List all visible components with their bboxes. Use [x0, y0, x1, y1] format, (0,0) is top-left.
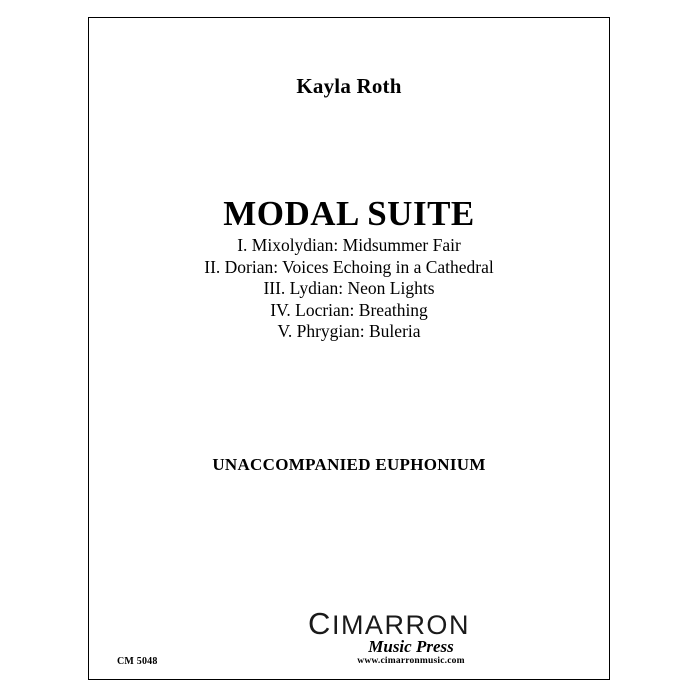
publisher-url: www.cimarronmusic.com — [357, 656, 465, 666]
movement-item: V. Phrygian: Buleria — [277, 321, 421, 341]
publisher-logo — [289, 606, 489, 667]
movement-item: III. Lydian: Neon Lights — [263, 278, 435, 298]
publisher-subtitle: Music Press — [368, 637, 454, 656]
work-title: MODAL SUITE — [223, 194, 475, 233]
movement-item: IV. Locrian: Breathing — [270, 299, 428, 320]
movement-item: II. Dorian: Voices Echoing in a Cathedral — [204, 256, 494, 277]
publisher-name — [289, 606, 489, 641]
composer-name: Kayla Roth — [296, 74, 402, 98]
movement-item: I. Mixolydian: Midsummer Fair — [237, 235, 461, 255]
catalog-number: CM 5048 — [117, 656, 158, 667]
cover-page — [88, 17, 610, 680]
movement-list — [89, 235, 609, 343]
publisher-name-rest: IMARRON — [331, 610, 470, 640]
instrumentation: UNACCOMPANIED EUPHONIUM — [212, 455, 486, 474]
publisher-name-initial: C — [308, 606, 332, 641]
